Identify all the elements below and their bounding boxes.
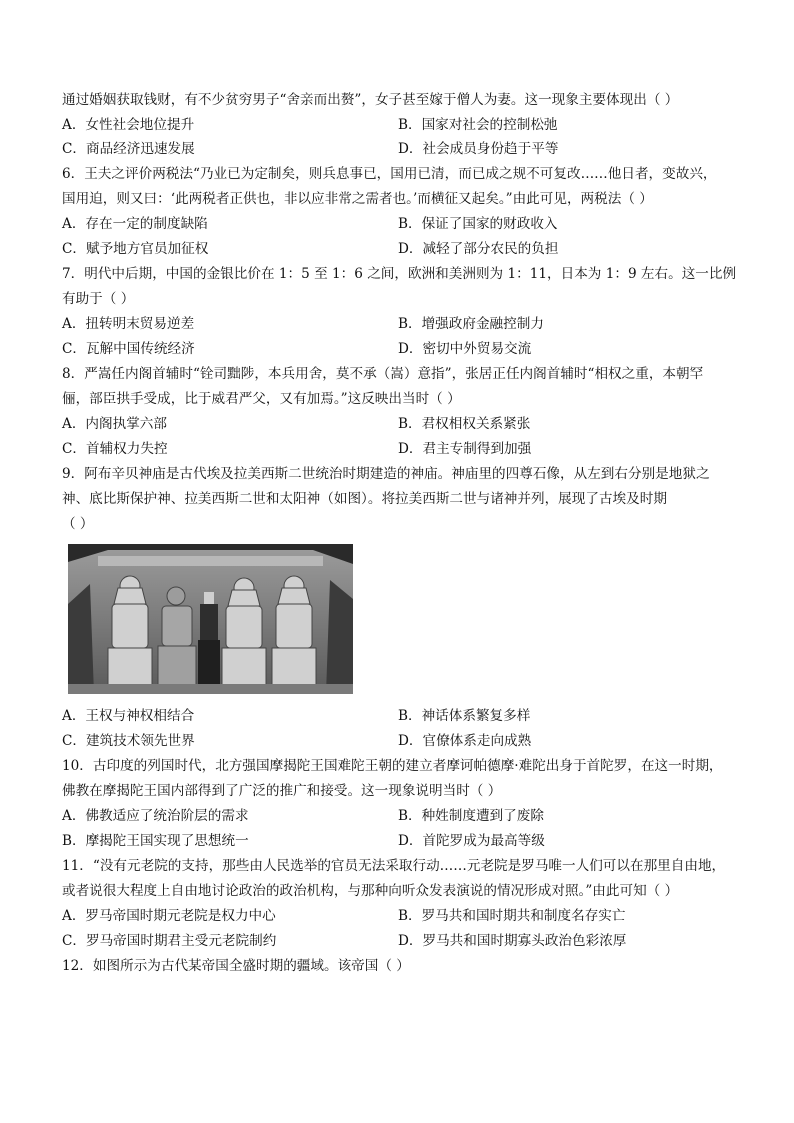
q5-option-d: D．社会成员身份趋于平等 xyxy=(398,141,559,157)
question-9-line-1: 9．阿布辛贝神庙是古代埃及拉美西斯二世统治时期建造的神庙。神庙里的四尊石像，从左到右分别是地狱之 xyxy=(62,466,710,482)
q9-option-b: B．神话体系繁复多样 xyxy=(398,708,531,724)
q6-option-a: A．存在一定的制度缺陷 xyxy=(62,216,208,232)
q6-option-d: D．减轻了部分农民的负担 xyxy=(398,241,559,257)
q7-option-a: A．扭转明末贸易逆差 xyxy=(62,316,195,332)
question-9-line-2: 神、底比斯保护神、拉美西斯二世和太阳神（如图）。将拉美西斯二世与诸神并列，展现了古埃及时期 xyxy=(62,491,667,507)
q10-option-a: A．佛教适应了统治阶层的需求 xyxy=(62,808,249,824)
q8-option-c: C．首辅权力失控 xyxy=(62,441,168,457)
question-5-stem-end: 通过婚姻获取钱财，有不少贫穷男子“舍亲而出赘”，女子甚至嫁于僧人为妻。这一现象主要体现出（ ） xyxy=(62,92,679,108)
q8-option-b: B．君权相权关系紧张 xyxy=(398,416,531,432)
q10-option-c: B．摩揭陀王国实现了思想统一 xyxy=(62,833,249,849)
question-8-line-1: 8．严嵩任内阁首辅时“铨司黜陟，本兵用舍，莫不承（嵩）意指”，张居正任内阁首辅时“相权之重，本朝罕 xyxy=(62,366,704,382)
q7-option-c: C．瓦解中国传统经济 xyxy=(62,341,195,357)
question-7-line-1: 7．明代中后期，中国的金银比价在 1：5 至 1：6 之间，欧洲和美洲则为 1：11，日本为 1：9 左右。这一比例 xyxy=(62,266,737,282)
q7-option-b: B．增强政府金融控制力 xyxy=(398,316,544,332)
q11-option-b: B．罗马共和国时期共和制度名存实亡 xyxy=(398,908,626,924)
question-6-line-2: 国用迫，则又曰：‘此两税者正供也，非以应非常之需者也。’而横征又起矣。”由此可见，两税法（ ） xyxy=(62,191,653,207)
abu-simbel-temple-photo xyxy=(68,544,353,694)
question-7-line-2: 有助于（ ） xyxy=(62,291,135,307)
q7-option-d: D．密切中外贸易交流 xyxy=(398,341,532,357)
question-12-stem: 12．如图所示为古代某帝国全盛时期的疆域。该帝国（ ） xyxy=(62,958,410,974)
question-8-line-2: 俪，部臣拱手受成，比于威君严父，又有加焉。”这反映出当时（ ） xyxy=(62,391,461,407)
question-11-line-2: 或者说很大程度上自由地讨论政治的政治机构，与那种向听众发表演说的情况形成对照。”由此可知（ ） xyxy=(62,883,679,899)
question-9-line-3: （ ） xyxy=(62,516,94,532)
q9-option-a: A．王权与神权相结合 xyxy=(62,708,195,724)
q6-option-c: C．赋予地方官员加征权 xyxy=(62,241,209,257)
q8-option-d: D．君主专制得到加强 xyxy=(398,441,532,457)
question-10-line-2: 佛教在摩揭陀王国内部得到了广泛的推广和接受。这一现象说明当时（ ） xyxy=(62,783,502,799)
question-10-line-1: 10．古印度的列国时代，北方强国摩揭陀王国难陀王朝的建立者摩诃帕德摩·难陀出身于首陀罗，在这一时期， xyxy=(62,758,723,774)
q5-option-b: B．国家对社会的控制松弛 xyxy=(398,117,558,133)
q5-option-a: A．女性社会地位提升 xyxy=(62,117,195,133)
q9-option-c: C．建筑技术领先世界 xyxy=(62,733,195,749)
q5-option-c: C．商品经济迅速发展 xyxy=(62,141,195,157)
q10-option-b: B．种姓制度遭到了废除 xyxy=(398,808,544,824)
question-6-line-1: 6．王夫之评价两税法“乃业已为定制矣，则兵息事已，国用已清，而已成之规不可复改……他日者，变故兴， xyxy=(62,166,717,182)
q11-option-c: C．罗马帝国时期君主受元老院制约 xyxy=(62,933,277,949)
q11-option-d: D．罗马共和国时期寡头政治色彩浓厚 xyxy=(398,933,627,949)
question-11-line-1: 11．“没有元老院的支持，那些由人民选举的官员无法采取行动……元老院是罗马唯一人们可以在那里自由地， xyxy=(62,858,726,874)
q9-option-d: D．官僚体系走向成熟 xyxy=(398,733,532,749)
q10-option-d: D．首陀罗成为最高等级 xyxy=(398,833,545,849)
q6-option-b: B．保证了国家的财政收入 xyxy=(398,216,558,232)
q11-option-a: A．罗马帝国时期元老院是权力中心 xyxy=(62,908,276,924)
q8-option-a: A．内阁执掌六部 xyxy=(62,416,167,432)
